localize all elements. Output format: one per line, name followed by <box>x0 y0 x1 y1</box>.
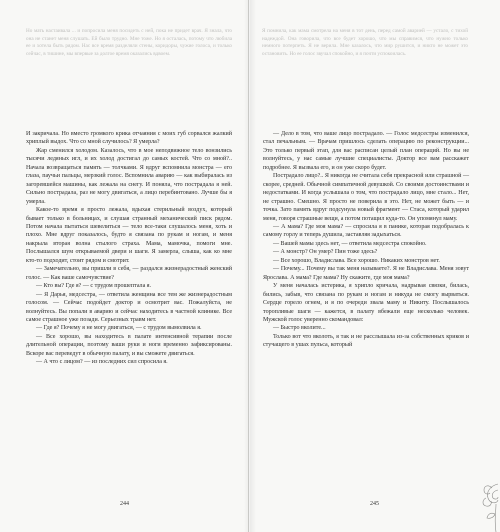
bleed-through-text-right <box>262 28 468 90</box>
right-page <box>250 0 500 532</box>
paragraph: — Я Дарья, медсестра, — ответила женщина все тем же жизнерадостным голосом. — Сейчас подойдет доктор и осмотрит вас. Пожалуйста, не волнуйтесь. Вы попали в аварию и сейчас находитесь в частной клинике. Все самое страшное уже позади. Серьезных травм нет. <box>26 291 232 323</box>
paragraph: — Где я? Почему я не могу двигаться, — с трудом вымолвила я. <box>36 325 202 332</box>
paragraph: — Кто вы? Где я? — с трудом прошептала я. <box>36 283 152 290</box>
paragraph: Какое-то время я просто лежала, вдыхая стерильный воздух, который бывает только в больницах, и слушая странный механический писк рядом. Потом начала пытаться шевелиться — тело все-таки слушалось меня, хоть и плохо. Мне вдруг показалось, будто я связана по рукам и ногам, и меня накрыла вторая волна стылого страха. Мама, мамочка, помоги мне. Послышался шум открываемой двери и шаги. Я замерла, слыша, как ко мне кто-то подходит, стоит рядом и смотрит. <box>26 207 232 264</box>
book-gutter <box>244 0 256 532</box>
paragraph: — Почему... Почему вы так меня называете?. Я не Владислава. Меня зовут Ярослава. А мама? Где мама? Ну скажите, где моя мама? <box>263 266 469 281</box>
paragraph: — А монстр? Он умер? Пин тоже здесь? <box>273 249 378 256</box>
bleed-through-paragraph: Я помнила, как мама смотрела на меня в тот день, перед самой аварией — устало, с тихой надеждой. Она говорила, что все будет хорошо, что мы справимся, что нужно только немного потерпеть. Я не верила. Мне казалось, что мир рушится, и никто не может это остановить. Но ее голос звучал спокойно, и я почти успокоилась. <box>262 28 468 57</box>
left-page-body <box>26 130 232 500</box>
paragraph: — Замечательно, вы пришли в себя, — раздался жизнерадостный женский голос. — Как ваше самочувствие? <box>26 266 232 281</box>
paragraph: — Вашей мамы здесь нет, — ответила медсестра спокойно. <box>273 240 427 247</box>
paragraph: У меня началась истерика, я хрипло кричала, надрывая связки, билась, бились, забыв, что связана по рукам и ногам и никуда не смогу вырваться. Сердце горело огнем, и я по очереди звала маму и Никиту. Послышалось торопливые шаги — кажется, в палату вбежали еще несколько человек. Мужской голос уверенно скомандовал: <box>263 283 469 323</box>
left-page <box>0 0 249 532</box>
paragraph: — Быстро вколите... <box>273 325 326 332</box>
paragraph: — А что с лицом? — из последних сил спросила я. <box>36 359 168 366</box>
page-number-right: 245 <box>370 501 379 507</box>
paragraph: Только вот что вколоть, я так и не расслышала из-за собственных криков и стучащего в ушах пульса, который <box>263 333 469 349</box>
paragraph: Жар сменился холодом. Казалось, что в мое неподвижное тело вонзились тысячи ледяных игл, и их холод достигал до самых костей. Что со мной?.. Начала возвращаться память — толчками. Я вдруг вспомнила монстра — его глаза, паучьи пальцы, мерзкий голос. Вспомнила аварию — как выбиралась из загоревшейся машины, как лежала на снегу. И поняла, что пострадала я ней. Сильно пострадала, раз не могу двигаться, а лицо перебинтовано. Лучше бы я умерла. <box>26 147 232 205</box>
right-page-body <box>263 130 469 500</box>
paragraph: — А мама? Где моя мама? — спросила я в панике, которая подобралась к самому горлу и теперь душила, заставляя задыхаться. <box>263 223 469 239</box>
bleed-through-paragraph: Но мать настаивала ... и попросила меня посидеть с ней, пока не придет врач. Я знала, что она не станет меня слушать. Ей было трудно. Мне тоже. Но я осталась, потому что любила ее и хотела быть рядом. Нас все время разделяли стены, коридоры, чужие голоса, и только сейчас, в тишине, мы впервые за долгое время оказались вдвоем. <box>26 28 232 57</box>
page-number-left: 244 <box>120 501 129 507</box>
paragraph: И закричала. Но вместо громкого крика отчаяния с моих губ сорвался жалкий хриплый выдох. Что со мной случилось? Я умерла? <box>26 131 232 146</box>
rose-ornament-icon <box>478 478 500 532</box>
paragraph: Пострадало лицо?.. Я никогда не считала себя прекрасной или страшной — скорее, средней. Обычной симпатичной девушкой. Со своими достоинствами и недостатками. И когда услышала о том, что пострадало лицо, мне стало... Нет, не страшно. Смешно. Я просто не поверила в это. Нет, не может быть — и точка. Зато память вдруг подсунула новый фрагмент — Стаса, который ударил меня, говоря страшные вещи, а потом потащил куда-то. Он упомянул маму. <box>263 173 469 222</box>
paragraph: — Все хорошо, вы находитесь в палате интенсивной терапии после длительной операции, поэтому ваши руки и ноги временно зафиксированы. Вскоре вас переведут в обычную палату, и вы сможете двигаться. <box>26 333 232 357</box>
paragraph: — Дело в том, что ваше лицо пострадало. — Голос медсестры изменился, стал печальным. — Врачам пришлось сделать операцию по реконструкции... Это только первый этап, для вас расписан целый план операций. Но вы не волнуйтесь, у нас самые лучшие специалисты. Доктор все вам расскажет подробнее. Я вызвала его, и он уже скоро будет. <box>263 131 469 171</box>
bleed-through-text-left <box>26 28 232 90</box>
paragraph: — Все хорошо, Владислава. Все хорошо. Никаких монстров нет. <box>273 257 440 264</box>
